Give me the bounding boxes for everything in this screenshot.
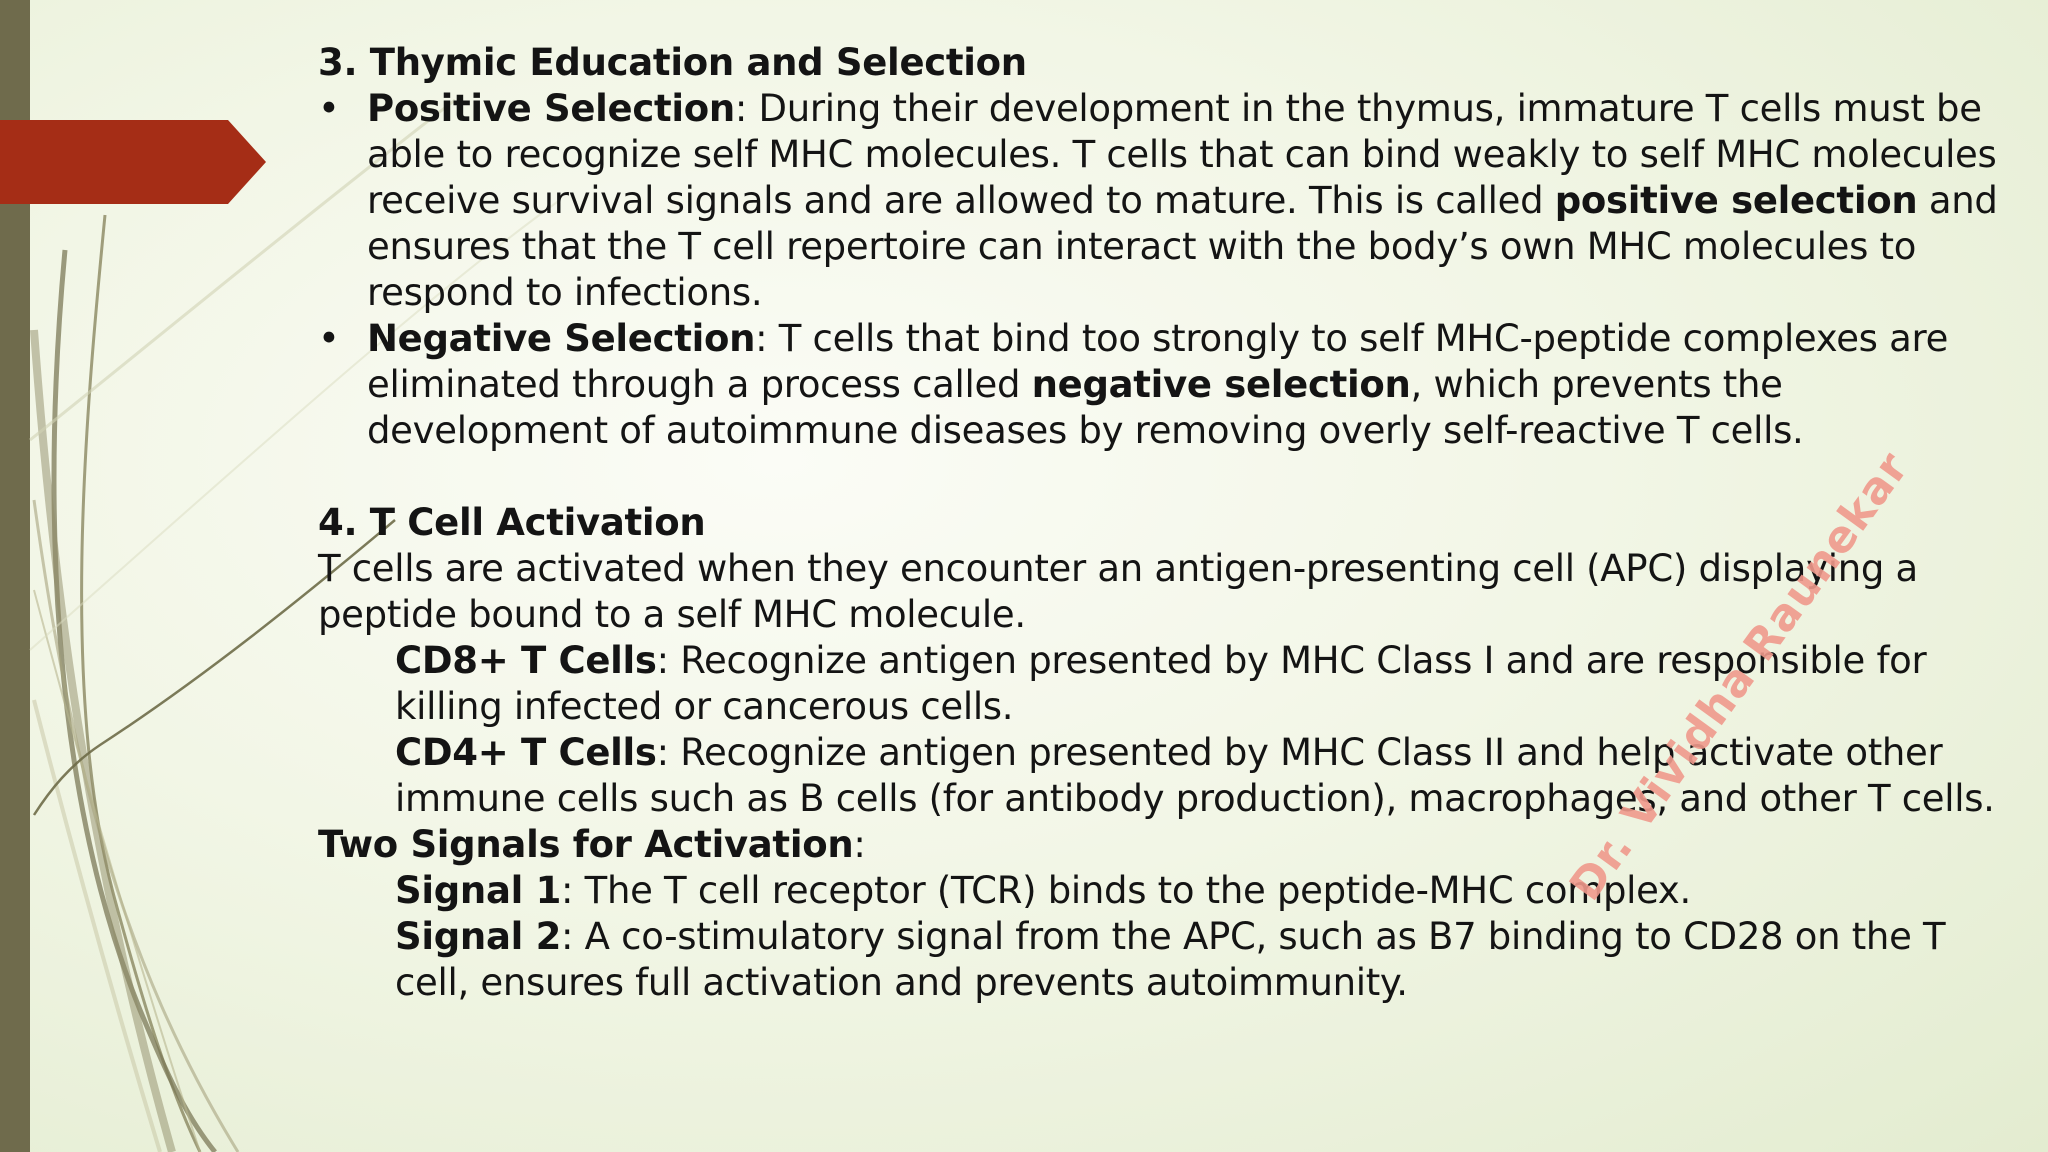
positive-selection-text-1: : During their development in the thymus, immature T cells must be able to recognize self MHC molecules. T cells that can bind weakly to self MHC molecules receive survival signals and are allowed to mature. This is called (367, 87, 1997, 222)
negative-selection-text-1: : T cells that bind too strongly to self MHC-peptide complexes are eliminated through a process called (367, 317, 1949, 406)
negative-selection-bold: negative selection (1031, 363, 1411, 406)
positive-selection-text-2: and ensures that the T cell repertoire can interact with the body’s own MHC molecules to respond to infections. (367, 179, 1998, 314)
bullet-dot: • (318, 87, 340, 130)
signal-1-text: : The T cell receptor (TCR) binds to the peptide-MHC complex. (561, 869, 1691, 912)
cd4-term: CD4+ T Cells (395, 731, 657, 774)
bullet-dot: • (318, 317, 340, 360)
cd4-text: : Recognize antigen presented by MHC Class II and help activate other immune cells such as B cells (for antibody production), macrophages, and other T cells. (395, 731, 1995, 820)
section-4-heading: 4. T Cell Activation (318, 501, 706, 544)
signal-1-paragraph (318, 868, 2018, 914)
negative-selection-term: Negative Selection (367, 317, 756, 360)
two-signals-heading (318, 822, 2018, 868)
signal-2-term: Signal 2 (395, 915, 562, 958)
positive-selection-bullet (318, 86, 2018, 316)
cd8-text: : Recognize antigen presented by MHC Class I and are responsible for killing infected or cancerous cells. (395, 639, 1927, 728)
two-signals-colon: : (853, 823, 866, 866)
positive-selection-bold: positive selection (1554, 179, 1918, 222)
signal-1-term: Signal 1 (395, 869, 562, 912)
signal-2-text: : A co-stimulatory signal from the APC, such as B7 binding to CD28 on the T cell, ensures full activation and prevents autoimmunity. (395, 915, 1946, 1004)
negative-selection-bullet (318, 316, 2018, 454)
two-signals-term: Two Signals for Activation (318, 823, 854, 866)
cd8-term: CD8+ T Cells (395, 639, 657, 682)
cd4-paragraph (318, 730, 2018, 822)
positive-selection-term: Positive Selection (367, 87, 735, 130)
arrow-shape (0, 120, 266, 204)
signal-2-paragraph (318, 914, 2018, 1006)
section-3-heading: 3. Thymic Education and Selection (318, 41, 1027, 84)
activation-intro: T cells are activated when they encounter an antigen-presenting cell (APC) displaying a peptide bound to a self MHC molecule. (318, 547, 1918, 636)
slide-body (318, 40, 2018, 1006)
section-spacer (318, 454, 2018, 500)
author-watermark: Dr. Vividha Raunekar (1560, 442, 1920, 910)
negative-selection-text-2: , which prevents the development of autoimmune diseases by removing overly self-reactive T cells. (367, 363, 1804, 452)
